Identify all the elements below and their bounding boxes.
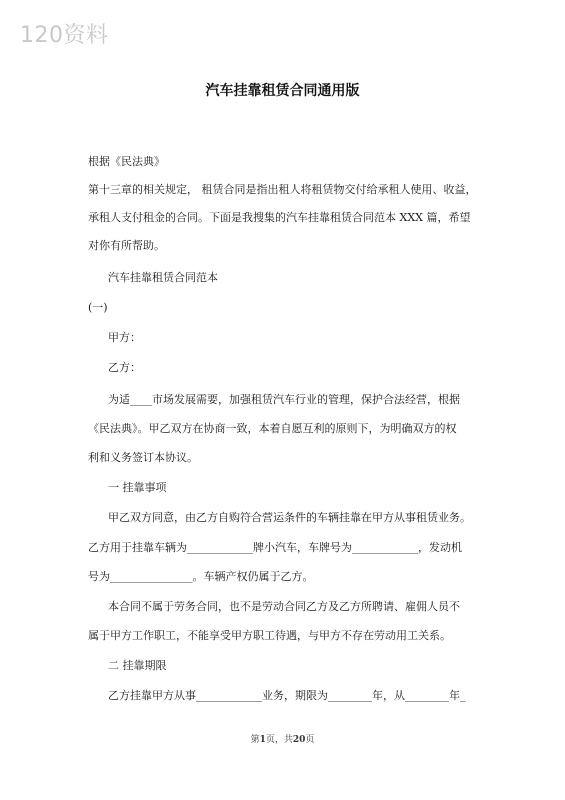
- clause-one-heading: 一 挂靠事项: [108, 481, 167, 494]
- document-title: 汽车挂靠租赁合同通用版: [205, 83, 360, 99]
- footer-suffix: 页: [305, 735, 315, 745]
- intro-basis: 根据《民法典》: [88, 155, 165, 168]
- clause-one-line-3: 号为_______________。车辆产权仍属于乙方。: [88, 570, 314, 583]
- intro-line-1: 第十三章的相关规定， 租赁合同是指出租人将租赁物交付给承租人使用、收益，: [88, 183, 477, 196]
- preamble-line-1: 为适____市场发展需要，加强租赁汽车行业的管理，保护合法经营，根据: [108, 393, 460, 406]
- intro-line-3: 对你有所帮助。: [88, 239, 165, 252]
- sample-heading: 汽车挂靠租赁合同范本: [108, 271, 218, 284]
- party-a-label: 甲方：: [108, 331, 141, 344]
- clause-one-line-4: 本合同不属于劳务合同，也不是劳动合同乙方及乙方所聘请、雇佣人员不: [108, 600, 460, 613]
- preamble-line-2: 《民法典》。甲乙双方在协商一致，本着自愿互利的原则下，为明确双方的权: [88, 422, 457, 435]
- page-number: 1: [259, 735, 266, 745]
- watermark-logo: 120资料: [20, 23, 109, 48]
- clause-two-line-1: 乙方挂靠甲方从事____________业务，期限为________年，从________年_: [108, 689, 466, 702]
- party-b-label: 乙方：: [108, 361, 141, 374]
- footer-middle: 页，共: [265, 735, 293, 745]
- preamble-line-3: 利和义务签订本协议。: [88, 451, 198, 464]
- clause-one-line-1: 甲乙双方同意，由乙方自购符合营运条件的车辆挂靠在甲方从事租赁业务。: [108, 511, 471, 524]
- clause-one-line-2: 乙方用于挂靠车辆为____________牌小汽车，车牌号为____________，发动机: [88, 541, 462, 554]
- clause-one-line-5: 属于甲方工作职工，不能享受甲方职工待遇，与甲方不存在劳动用工关系。: [88, 629, 451, 642]
- footer-prefix: 第: [250, 735, 260, 745]
- section-one-label: (一): [88, 301, 108, 314]
- clause-two-heading: 二 挂靠期限: [108, 659, 167, 672]
- page-total: 20: [292, 735, 306, 745]
- page-footer: [0, 732, 565, 745]
- intro-line-2: 承租人支付租金的合同。下面是我搜集的汽车挂靠租赁合同范本 XXX 篇，希望: [88, 211, 471, 224]
